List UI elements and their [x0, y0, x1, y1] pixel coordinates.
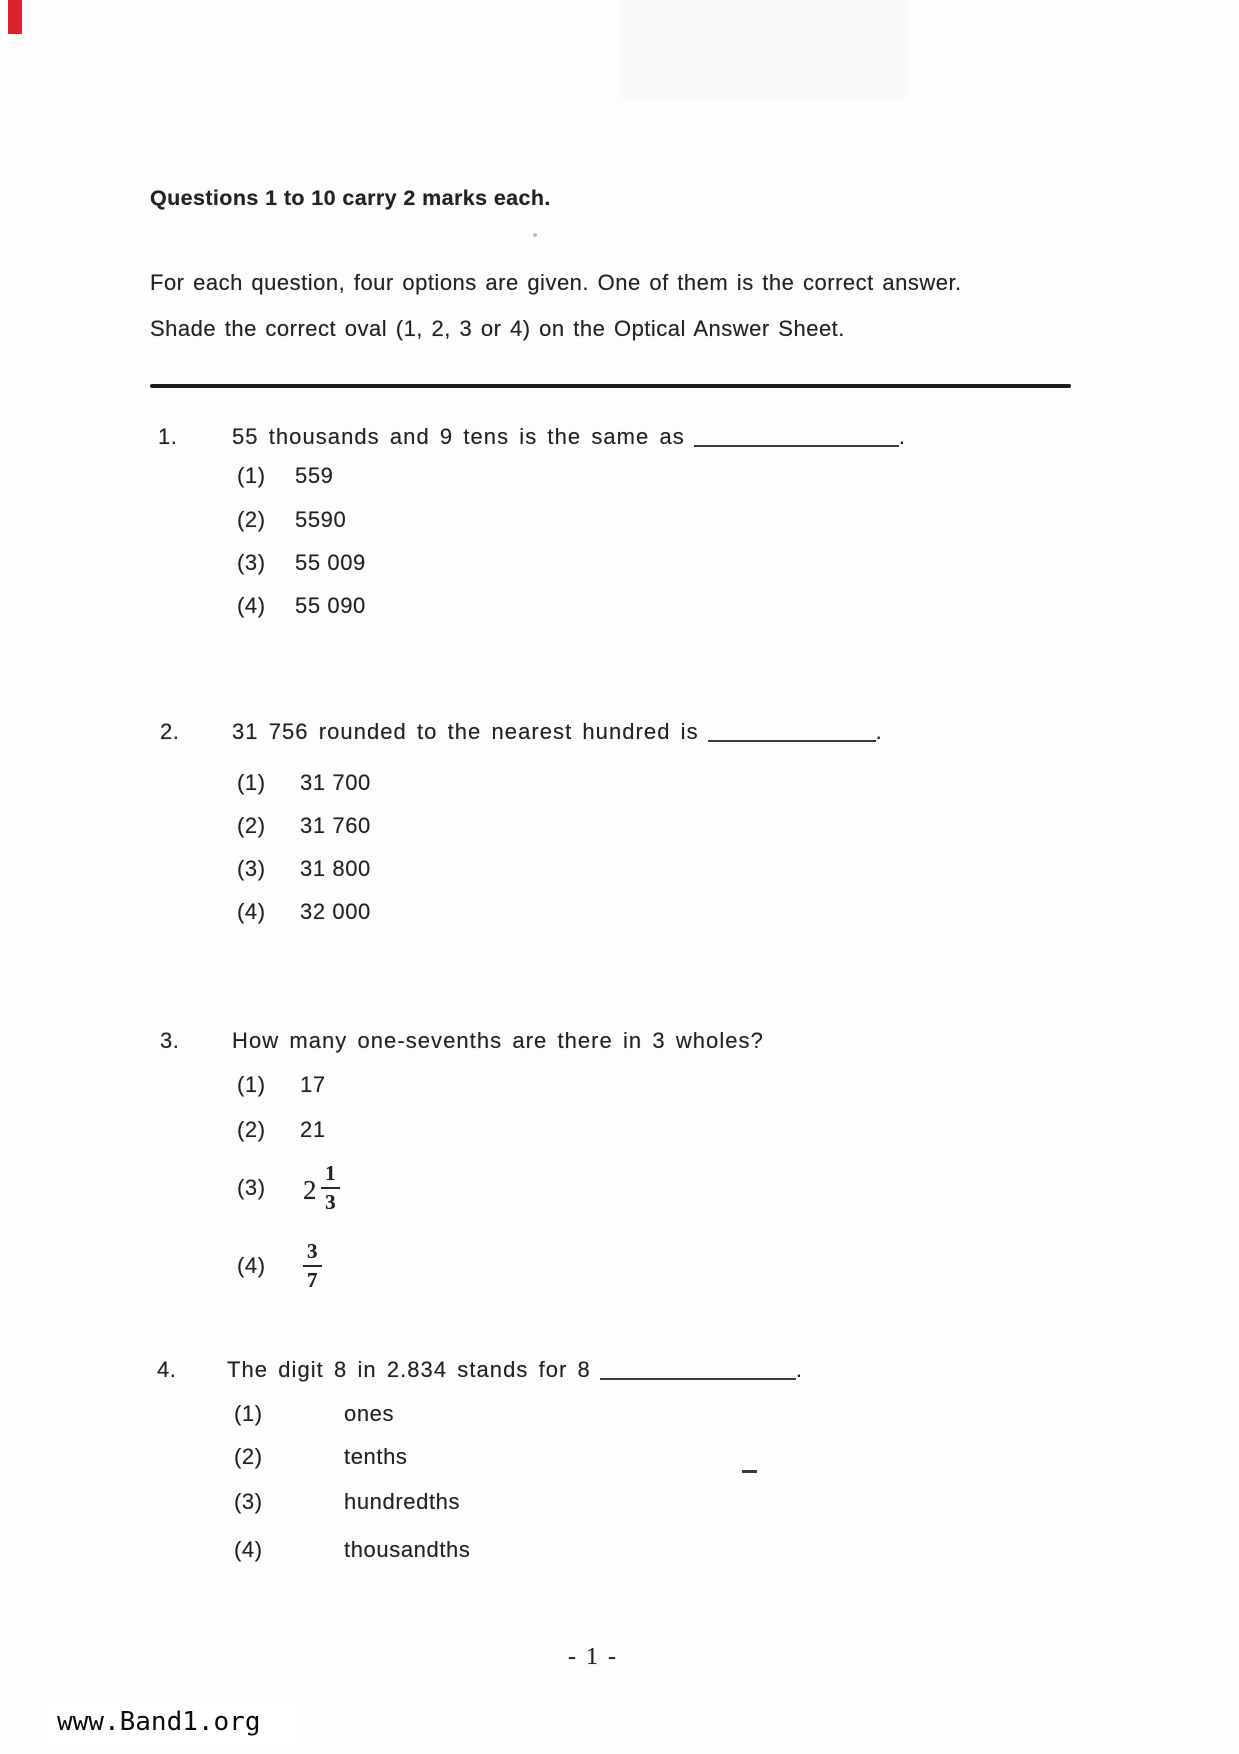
option-label: (2)	[234, 1444, 263, 1469]
option-value: 559	[295, 463, 334, 488]
red-scan-mark	[8, 0, 22, 34]
question-row	[232, 1028, 764, 1054]
option-label: (4)	[237, 899, 266, 924]
scan-speck	[533, 233, 537, 237]
question-text: 55 thousands and 9 tens is the same as	[232, 424, 685, 449]
option-row	[237, 1158, 340, 1218]
question-row	[232, 424, 906, 450]
option-value: 32 000	[300, 899, 371, 924]
option-label: (3)	[237, 550, 266, 575]
mixed-whole: 2	[303, 1175, 318, 1205]
fraction	[321, 1162, 340, 1213]
question-row	[232, 719, 883, 745]
answer-blank	[694, 428, 899, 447]
option-value: hundredths	[344, 1489, 461, 1514]
fraction-denominator: 7	[307, 1268, 319, 1292]
answer-blank	[708, 723, 876, 742]
fraction-numerator: 1	[321, 1162, 340, 1189]
instructions-line-2: Shade the correct oval (1, 2, 3 or 4) on the Optical Answer Sheet.	[150, 315, 845, 341]
question-row	[227, 1357, 803, 1383]
option-row	[237, 507, 346, 533]
option-row	[237, 856, 371, 882]
option-label: (4)	[237, 1253, 266, 1278]
question-number: 4.	[157, 1357, 177, 1382]
fraction-numerator: 3	[303, 1240, 322, 1267]
option-row	[237, 550, 366, 576]
option-row	[234, 1444, 408, 1470]
page-number: - 1 -	[568, 1644, 618, 1670]
option-value: 17	[300, 1072, 326, 1097]
option-value: 55 090	[295, 593, 366, 618]
option-row	[237, 899, 371, 925]
option-row	[237, 1117, 326, 1143]
question-text: The digit 8 in 2.834 stands for 8	[227, 1357, 591, 1382]
option-label: (1)	[237, 463, 266, 488]
option-value: tenths	[344, 1444, 408, 1469]
option-label: (2)	[237, 507, 266, 532]
question-text: How many one-sevenths are there in 3 wholes?	[232, 1028, 764, 1053]
question-number: 3.	[160, 1028, 180, 1053]
option-row	[237, 593, 366, 619]
fraction	[303, 1240, 322, 1291]
option-value: 31 800	[300, 856, 371, 881]
instructions	[150, 260, 962, 351]
option-label: (1)	[237, 770, 266, 795]
question-number: 2.	[160, 719, 180, 744]
option-row	[237, 1236, 322, 1296]
question-number: 1.	[158, 424, 178, 449]
option-value: 31 760	[300, 813, 371, 838]
fraction-denominator: 3	[325, 1190, 337, 1214]
option-label: (2)	[237, 1117, 266, 1142]
option-row	[237, 770, 371, 796]
option-label: (3)	[234, 1489, 263, 1514]
watermark: www.Band1.org	[57, 1707, 261, 1737]
question-suffix: .	[875, 719, 883, 744]
option-label: (4)	[237, 593, 266, 618]
option-value: 5590	[295, 507, 347, 532]
option-row	[234, 1489, 460, 1515]
instructions-line-1: For each question, four options are given. One of them is the correct answer.	[150, 270, 962, 295]
option-label: (1)	[237, 1072, 266, 1097]
option-value: ones	[344, 1401, 395, 1426]
option-value: thousandths	[344, 1537, 471, 1562]
option-row	[234, 1537, 470, 1563]
option-label: (1)	[234, 1401, 263, 1426]
stray-dash-mark	[742, 1470, 757, 1473]
question-text: 31 756 rounded to the nearest hundred is	[232, 719, 699, 744]
option-label: (2)	[237, 813, 266, 838]
answer-blank	[600, 1361, 796, 1380]
option-label: (4)	[234, 1537, 263, 1562]
option-label: (3)	[237, 856, 266, 881]
option-row	[237, 463, 334, 489]
section-title: Questions 1 to 10 carry 2 marks each.	[150, 186, 551, 210]
option-label: (3)	[237, 1175, 266, 1200]
question-suffix: .	[898, 424, 906, 449]
option-value: 21	[300, 1117, 326, 1142]
scan-shade-artifact	[618, 0, 906, 98]
question-suffix: .	[795, 1357, 804, 1382]
option-row	[237, 1072, 326, 1098]
option-row	[234, 1401, 394, 1427]
option-row	[237, 813, 371, 839]
divider-rule	[150, 384, 1071, 388]
option-value: 31 700	[300, 770, 371, 795]
option-value: 55 009	[295, 550, 366, 575]
